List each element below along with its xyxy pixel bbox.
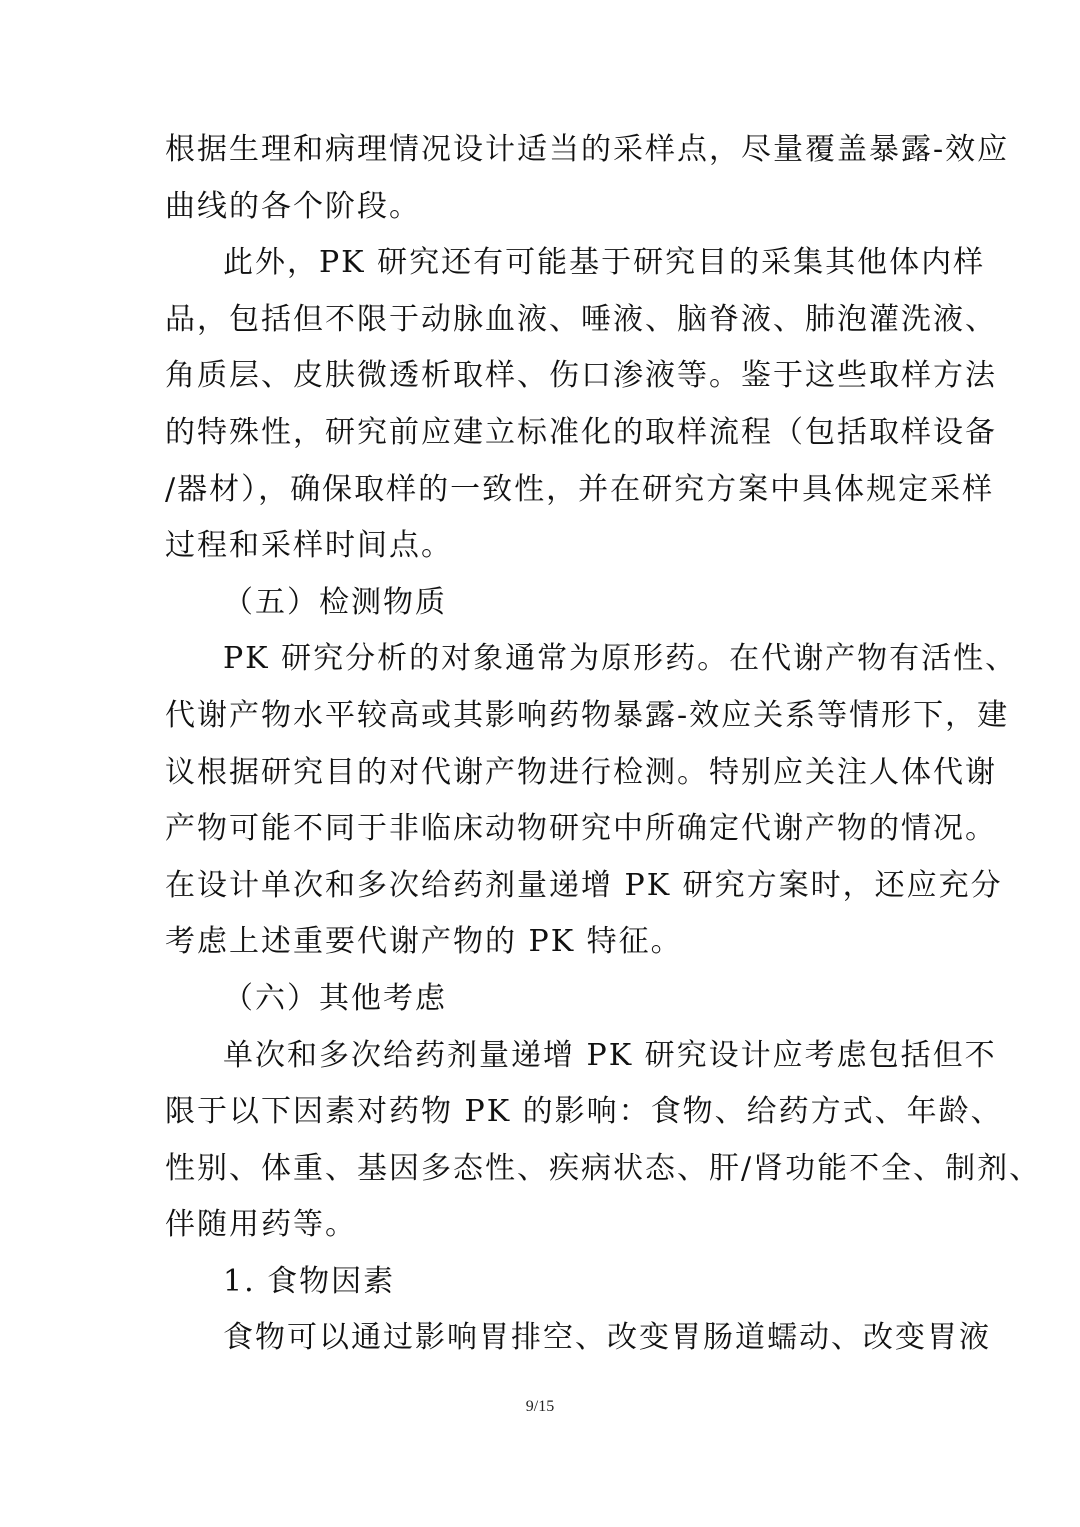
text-line: 伴随用药等。	[165, 1207, 357, 1243]
text-line: 过程和采样时间点。	[165, 528, 453, 564]
text-line: 根据生理和病理情况设计适当的采样点，尽量覆盖暴露-效应	[165, 132, 1010, 167]
text-line: 品，包括但不限于动脉血液、唾液、脑脊液、肺泡灌洗液、	[165, 301, 997, 337]
text-line: 考虑上述重要代谢产物的 PK 特征。	[165, 924, 683, 960]
subsection-heading-food-factors: 1. 食物因素	[223, 1263, 396, 1299]
section-heading-other-considerations: （六）其他考虑	[223, 980, 447, 1016]
paragraph-other-samples	[165, 235, 997, 575]
section-heading-analytes: （五）检测物质	[223, 584, 447, 620]
text-line: 此外，PK 研究还有可能基于研究目的采集其他体内样	[223, 245, 986, 281]
page-number: 9/15	[525, 1398, 555, 1415]
paragraph-other-factors	[165, 1028, 1042, 1254]
text-line: 角质层、皮肤微透析取样、伤口渗液等。鉴于这些取样方法	[165, 358, 997, 394]
text-line: 产物可能不同于非临床动物研究中所确定代谢产物的情况。	[165, 811, 997, 847]
text-line: 在设计单次和多次给药剂量递增 PK 研究方案时，还应充分	[165, 867, 1003, 903]
text-line: 的特殊性，研究前应建立标准化的取样流程（包括取样设备	[165, 414, 997, 450]
text-line: PK 研究分析的对象通常为原形药。在代谢产物有活性、	[223, 641, 1018, 677]
text-line: 代谢产物水平较高或其影响药物暴露-效应关系等情形下，建	[165, 697, 1010, 733]
text-line: 限于以下因素对药物 PK 的影响：食物、给药方式、年龄、	[165, 1094, 1003, 1130]
paragraph-analytes	[165, 631, 1018, 971]
paragraph-food-effects	[165, 1310, 991, 1367]
text-line: 食物可以通过影响胃排空、改变胃肠道蠕动、改变胃液	[223, 1320, 991, 1356]
body-text	[165, 122, 1042, 1367]
text-line: 曲线的各个阶段。	[165, 188, 421, 224]
text-line: 性别、体重、基因多态性、疾病状态、肝/肾功能不全、制剂、	[165, 1150, 1042, 1186]
text-line: /器材），确保取样的一致性，并在研究方案中具体规定采样	[165, 471, 995, 507]
paragraph-sampling-points	[165, 122, 1010, 235]
text-line: 议根据研究目的对代谢产物进行检测。特别应关注人体代谢	[165, 754, 997, 790]
text-line: 单次和多次给药剂量递增 PK 研究设计应考虑包括但不	[223, 1037, 997, 1073]
